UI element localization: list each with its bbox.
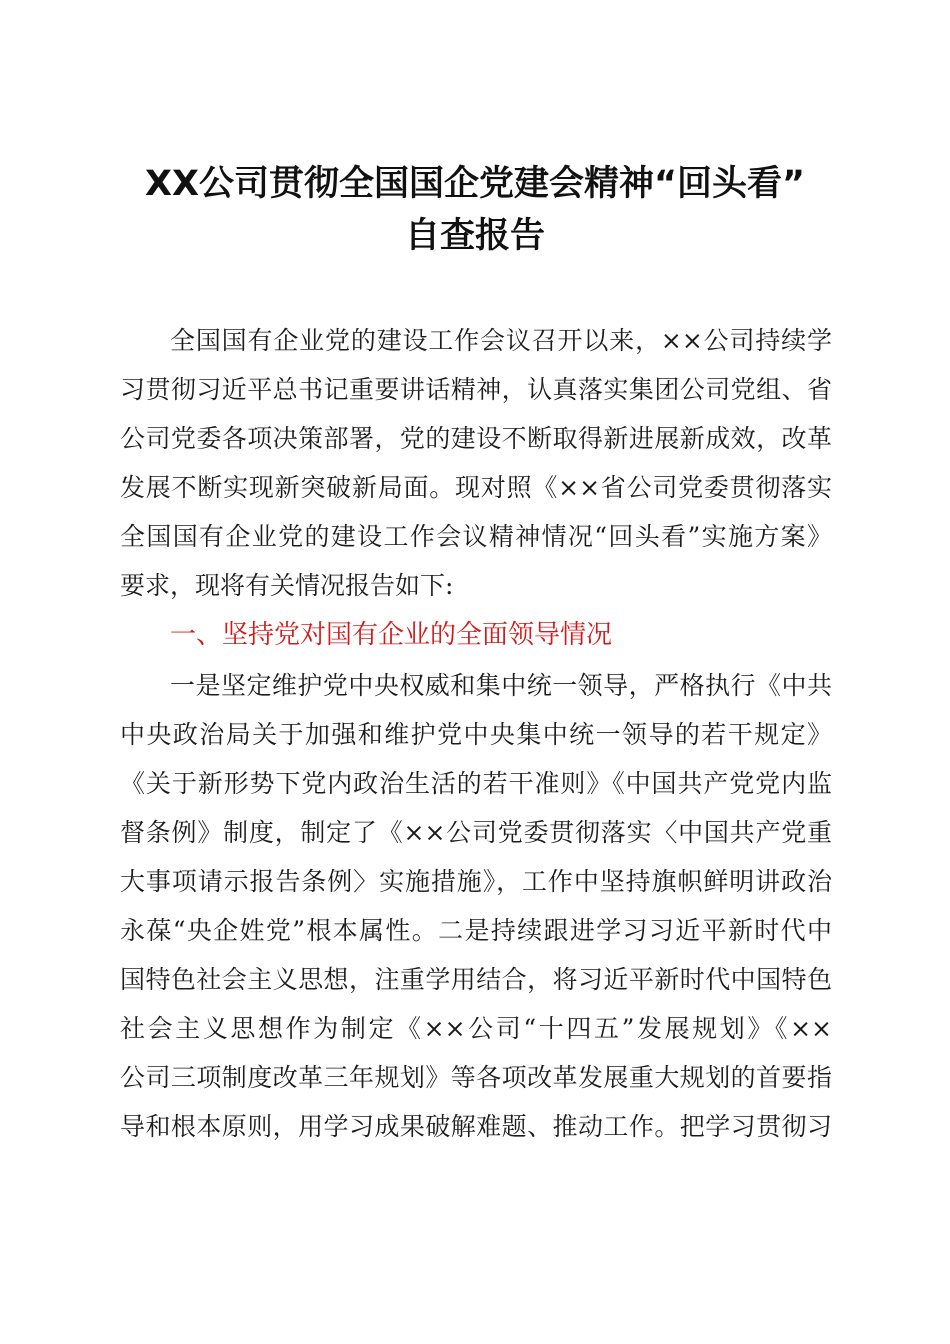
paragraph-line: 要求，现将有关情况报告如下:	[120, 571, 454, 600]
paragraph-line: 督条例》制度，制定了《××公司党委贯彻落实〈中国共产党重	[120, 818, 832, 847]
section-heading: 一、坚持党对国有企业的全面领导情况	[170, 620, 613, 650]
paragraph-line: 习贯彻习近平总书记重要讲话精神，认真落实集团公司党组、省	[120, 375, 832, 404]
paragraph-line: 社会主义思想作为制定《××公司“十四五”发展规划》《××	[120, 1014, 832, 1043]
paragraph-line: 永葆“央企姓党”根本属性。二是持续跟进学习习近平新时代中	[120, 916, 832, 945]
paragraph-line: 国特色社会主义思想，注重学用结合，将习近平新时代中国特色	[120, 965, 832, 994]
document-title-line-2: 自查报告	[404, 216, 545, 256]
paragraph-line: 中央政治局关于加强和维护党中央集中统一领导的若干规定》	[120, 720, 832, 749]
paragraph-line: 一是坚定维护党中央权威和集中统一领导，严格执行《中共	[170, 671, 832, 700]
paragraph-line: 发展不断实现新突破新局面。现对照《××省公司党委贯彻落实	[120, 473, 832, 502]
paragraph-line: 《关于新形势下党内政治生活的若干准则》《中国共产党党内监	[120, 769, 832, 798]
paragraph-line: 全国国有企业党的建设工作会议精神情况“回头看”实施方案》	[120, 522, 832, 551]
paragraph-line: 导和根本原则，用学习成果破解难题、推动工作。把学习贯彻习	[120, 1112, 832, 1141]
paragraph-line: 全国国有企业党的建设工作会议召开以来，××公司持续学	[170, 326, 832, 355]
document-title-line-1: XX公司贯彻全国国企党建会精神“回头看”	[145, 164, 805, 204]
paragraph-line: 公司三项制度改革三年规划》等各项改革发展重大规划的首要指	[120, 1063, 832, 1092]
paragraph-line: 公司党委各项决策部署，党的建设不断取得新进展新成效，改革	[120, 424, 832, 453]
paragraph-line: 大事项请示报告条例〉实施措施》，工作中坚持旗帜鲜明讲政治	[120, 867, 832, 896]
